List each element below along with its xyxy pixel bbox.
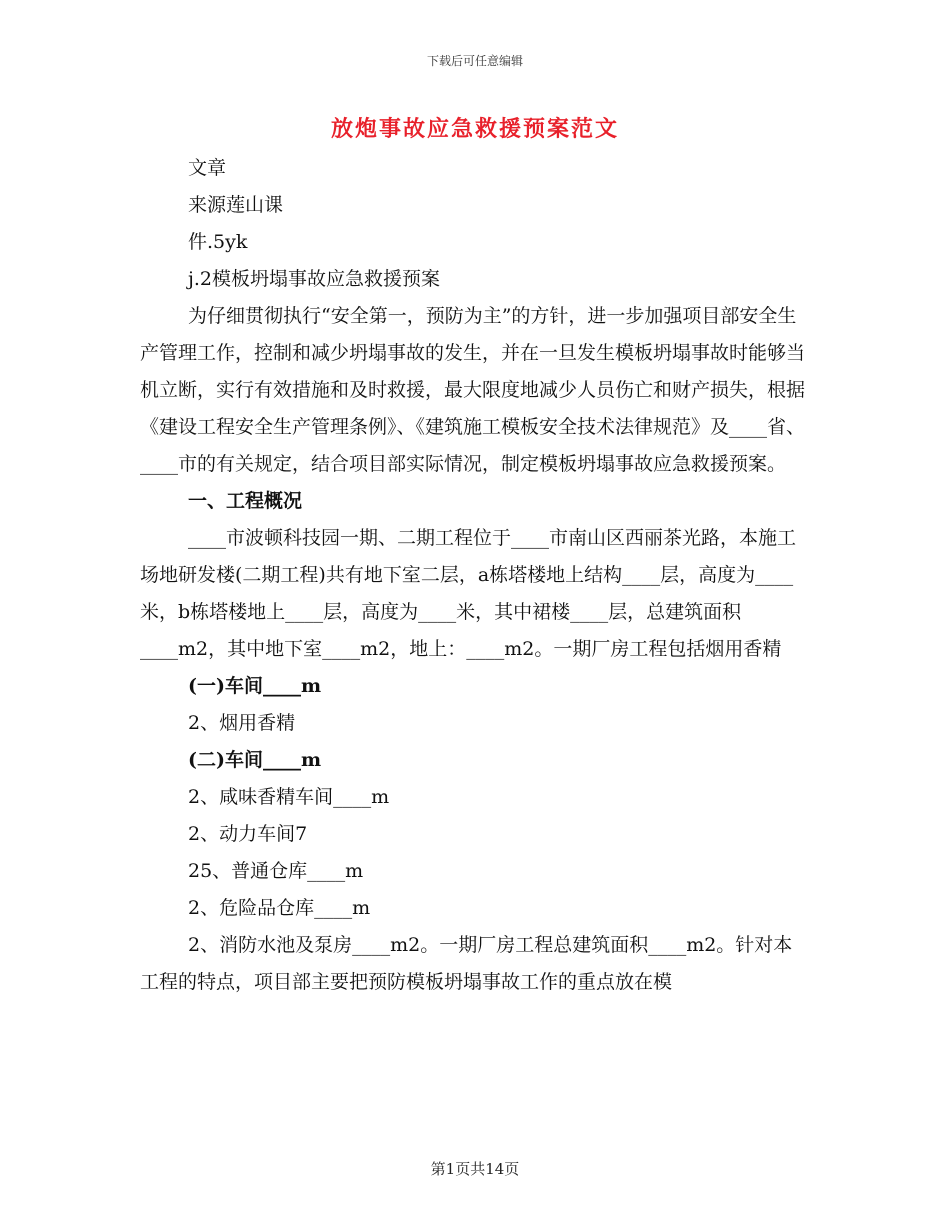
line-file: 件.5yk <box>188 231 248 253</box>
page-footer: 第1页共14页 <box>430 1160 520 1178</box>
document-title: 放炮事故应急救援预案范文 <box>330 116 619 142</box>
paragraph-overview: ____市波顿科技园一期、二期工程位于____市南山区西丽茶光路，本施工场地研发楼(二期工程)共有地下室二层，a栋塔楼地上结构____层，高度为____米，b栋塔楼地上____层，高度为____米，其中裙楼____层，总建筑面积____m2，其中地下室____m2，地上：____m2。一期厂房工程包括烟用香精 <box>140 527 797 660</box>
item-hazard-warehouse: 2、危险品仓库____m <box>188 897 371 919</box>
item-warehouse: 25、普通仓库____m <box>188 860 364 882</box>
line-source: 来源莲山课 <box>188 194 284 216</box>
paragraph-fire-pool: 2、消防水池及泵房____m2。一期厂房工程总建筑面积____m2。针对本工程的特点，项目部主要把预防模板坍塌事故工作的重点放在模 <box>140 934 793 993</box>
item-workshop-1: (一)车间____m <box>188 675 322 697</box>
section-heading-overview: 一、工程概况 <box>188 490 303 512</box>
document-body <box>140 150 810 1001</box>
item-workshop-2: (二)车间____m <box>188 749 322 771</box>
paragraph-intro: 为仔细贯彻执行“安全第一，预防为主”的方针，进一步加强项目部安全生产管理工作，控制和减少坍塌事故的发生，并在一旦发生模板坍塌事故时能够当机立断，实行有效措施和及时救援，最大限度地减少人员伤亡和财产损失，根据《建设工程安全生产管理条例》、《建筑施工模板安全技术法律规范》及____省、____市的有关规定，结合项目部实际情况，制定模板坍塌事故应急救援预案。 <box>140 305 806 475</box>
page-header: 下载后可任意编辑 <box>426 54 523 68</box>
line-subtitle: j.2模板坍塌事故应急救援预案 <box>188 268 441 290</box>
item-flavor: 2、烟用香精 <box>188 712 296 734</box>
item-savory-workshop: 2、咸味香精车间____m <box>188 786 390 808</box>
line-article: 文章 <box>188 157 227 179</box>
item-power-workshop: 2、动力车间7 <box>188 823 308 845</box>
